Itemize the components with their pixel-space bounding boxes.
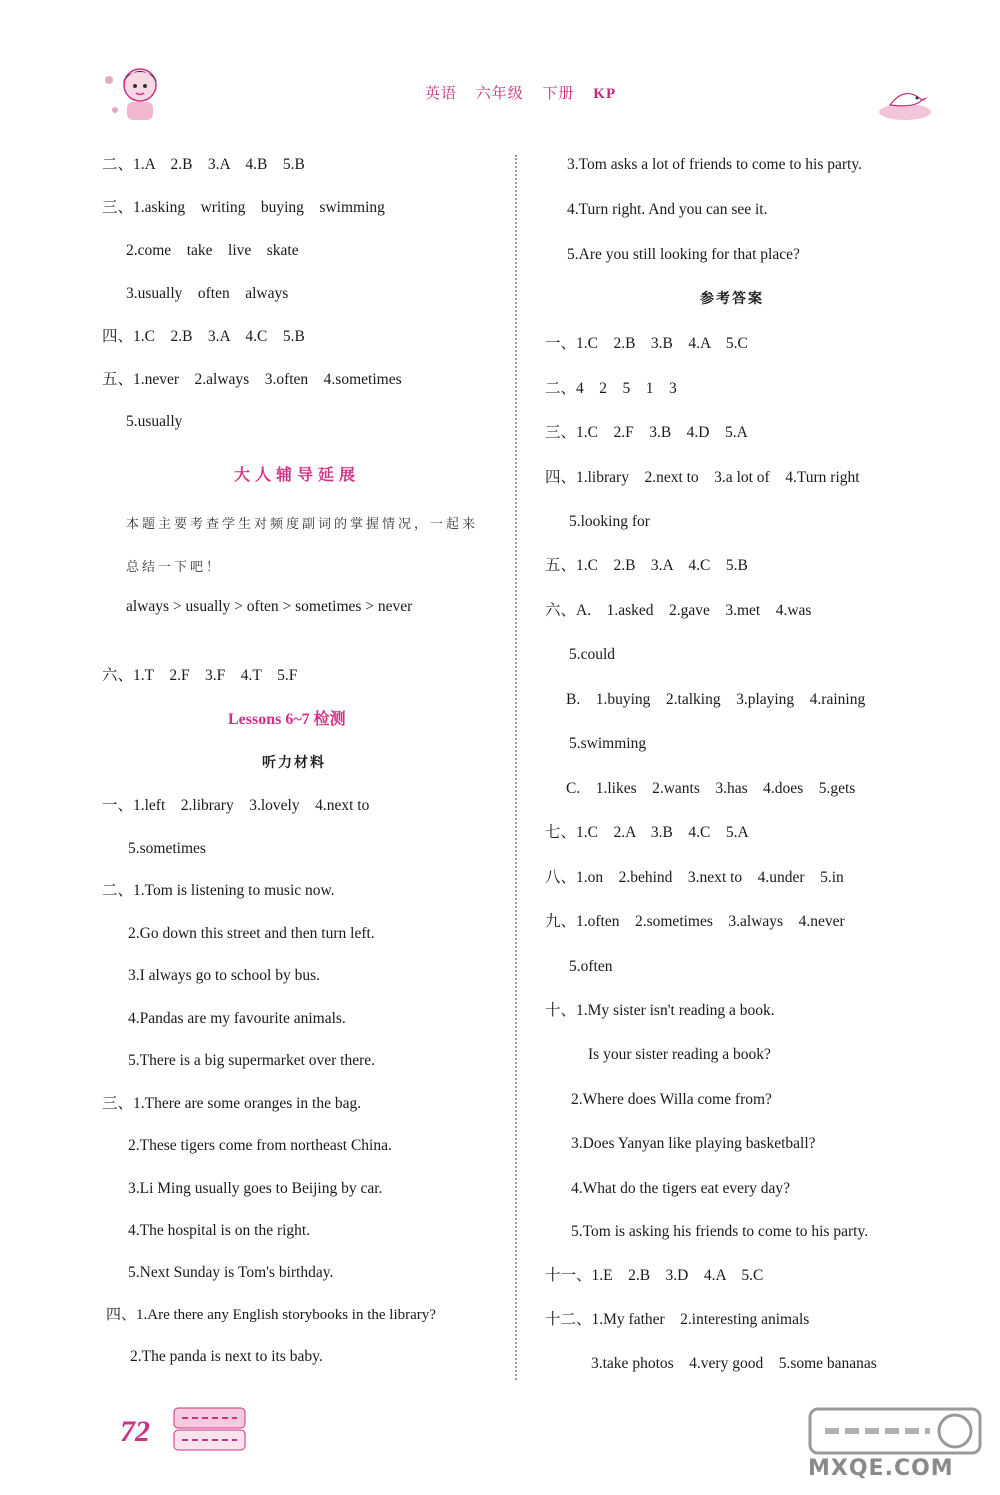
answer-line: 5.usually: [126, 413, 183, 430]
answer-line: 5.swimming: [569, 735, 647, 752]
answer-line: 十、1.My sister isn't reading a book.: [545, 1002, 775, 1019]
listening-heading: 听力材料: [262, 755, 326, 771]
header-grade: 六年级: [475, 86, 524, 102]
answer-line: 2.Go down this street and then turn left.: [128, 925, 375, 942]
answer-line: 八、1.on 2.behind 3.next to 4.under 5.in: [545, 869, 844, 886]
answer-line: 五、1.never 2.always 3.often 4.sometimes: [102, 371, 402, 388]
answer-line: 5.looking for: [569, 513, 650, 530]
answer-line: 3.Li Ming usually goes to Beijing by car.: [128, 1180, 383, 1197]
column-divider: [515, 155, 517, 1380]
answer-line: 5.Are you still looking for that place?: [567, 246, 800, 263]
header-title: [425, 82, 616, 103]
answer-line: C. 1.likes 2.wants 3.has 4.does 5.gets: [566, 780, 856, 797]
answer-line: 5.Tom is asking his friends to come to his party.: [571, 1223, 869, 1240]
answer-line: 2.Where does Willa come from?: [571, 1091, 772, 1108]
answer-line: 4.Pandas are my favourite animals.: [128, 1010, 346, 1027]
answer-line: 九、1.often 2.sometimes 3.always 4.never: [545, 913, 845, 930]
answer-line: 十二、1.My father 2.interesting animals: [545, 1311, 810, 1328]
bird-decoration-icon: [870, 70, 940, 130]
answer-line: B. 1.buying 2.talking 3.playing 4.raining: [566, 691, 866, 708]
answer-line: 5.often: [569, 958, 613, 975]
answer-line: 3.I always go to school by bus.: [128, 967, 321, 984]
answer-line: 5.Next Sunday is Tom's birthday.: [128, 1264, 334, 1281]
answer-line: 四、1.C 2.B 3.A 4.C 5.B: [102, 328, 305, 345]
answer-line: 三、1.C 2.F 3.B 4.D 5.A: [545, 424, 748, 441]
answer-line: 2.come take live skate: [126, 242, 299, 259]
page-number: 72: [120, 1415, 150, 1448]
answer-line: 3.Tom asks a lot of friends to come to his party.: [567, 156, 862, 173]
answer-line: 六、A. 1.asked 2.gave 3.met 4.was: [545, 602, 812, 619]
answer-line: 3.take photos 4.very good 5.some bananas: [591, 1355, 877, 1372]
answer-line: 5.There is a big supermarket over there.: [128, 1052, 376, 1069]
answer-line: 二、1.A 2.B 3.A 4.B 5.B: [102, 156, 305, 173]
header-volume: 下册: [542, 86, 575, 102]
answer-line: 六、1.T 2.F 3.F 4.T 5.F: [102, 667, 298, 684]
answer-line: 一、1.left 2.library 3.lovely 4.next to: [102, 797, 370, 814]
answer-line: 三、1.There are some oranges in the bag.: [102, 1095, 362, 1112]
brand-logo-icon: [172, 1406, 247, 1452]
answer-line: 十一、1.E 2.B 3.D 4.A 5.C: [545, 1267, 764, 1284]
header-edition: KP: [593, 86, 617, 102]
answer-line: 五、1.C 2.B 3.A 4.C 5.B: [545, 557, 748, 574]
answer-line: 2.These tigers come from northeast China.: [128, 1137, 392, 1154]
answer-line: 四、1.library 2.next to 3.a lot of 4.Turn right: [545, 469, 860, 486]
answers-heading: 参考答案: [700, 291, 764, 307]
cartoon-girl-logo-icon: [95, 60, 175, 130]
answer-line: 3.usually often always: [126, 285, 289, 302]
answer-line: 3.Does Yanyan like playing basketball?: [571, 1135, 816, 1152]
answer-line: 4.What do the tigers eat every day?: [571, 1180, 791, 1197]
frequency-order: always > usually > often > sometimes > never: [126, 598, 413, 615]
answer-line: 四、1.Are there any English storybooks in the library?: [106, 1307, 436, 1323]
answer-line: 七、1.C 2.A 3.B 4.C 5.A: [545, 824, 749, 841]
tutor-section-title: 大人辅导延展: [234, 465, 361, 484]
tutor-note: 本题主要考查学生对频度副词的掌握情况，一起来: [126, 517, 479, 532]
answer-line: 4.The hospital is on the right.: [128, 1222, 311, 1239]
answer-line: 一、1.C 2.B 3.B 4.A 5.C: [545, 335, 748, 352]
page-header: [0, 60, 1000, 140]
answer-line: 5.could: [569, 646, 616, 663]
answer-line: 二、1.Tom is listening to music now.: [102, 882, 335, 899]
header-subject: 英语: [425, 86, 458, 102]
test-section-title: Lessons 6~7 检测: [228, 711, 346, 728]
answer-line: 4.Turn right. And you can see it.: [567, 201, 768, 218]
answer-line: 三、1.asking writing buying swimming: [102, 199, 385, 216]
tutor-note: 总结一下吧！: [126, 560, 223, 575]
answer-line: Is your sister reading a book?: [588, 1046, 771, 1063]
answer-line: 2.The panda is next to its baby.: [130, 1348, 323, 1365]
answer-line: 5.sometimes: [128, 840, 206, 857]
answer-line: 二、4 2 5 1 3: [545, 380, 677, 397]
watermark-text: MXQE.COM: [808, 1456, 954, 1481]
